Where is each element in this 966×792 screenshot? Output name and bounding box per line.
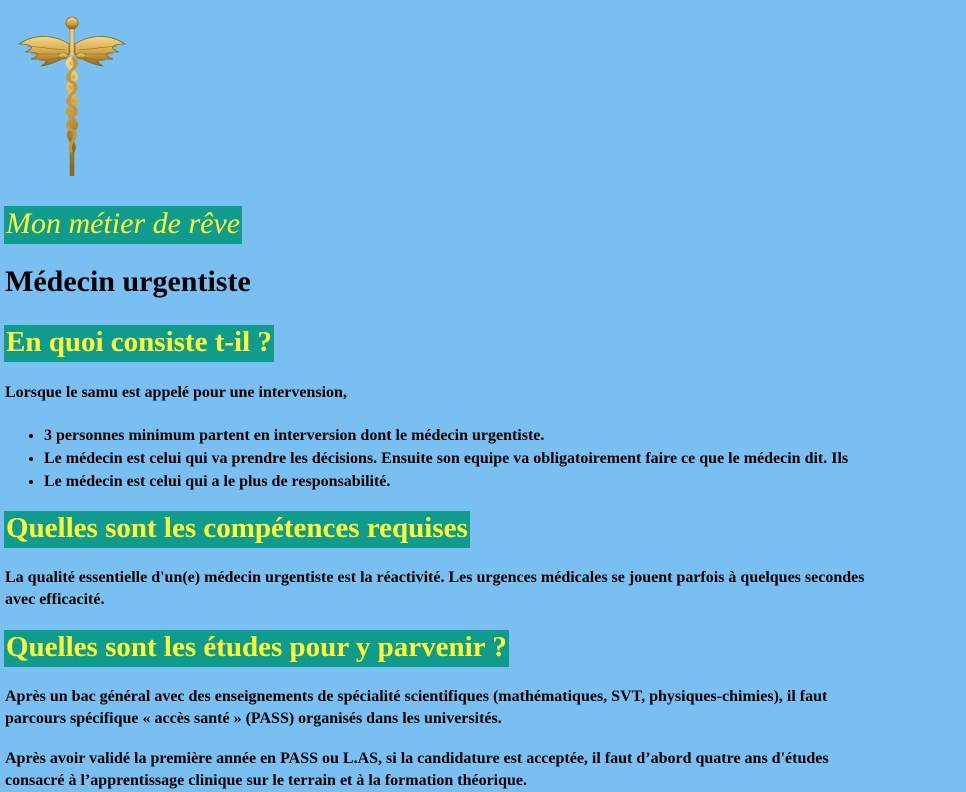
section-intro-text: Lorsque le samu est appelé pour une intervension,	[5, 384, 347, 401]
studies-text-line: parcours spécifique « accès santé » (PASS) organisés dans les universités.	[5, 710, 502, 727]
section-heading-skills: Quelles sont les compétences requises	[4, 511, 470, 548]
list-item: • 3 personnes minimum partent en interversion dont le médecin urgentiste.	[44, 424, 848, 447]
skills-text-line: avec efficacité.	[5, 591, 105, 608]
duties-list	[4, 424, 848, 493]
section-heading-studies: Quelles sont les études pour y parvenir ?	[4, 630, 509, 667]
list-item: • Le médecin est celui qui a le plus de responsabilité.	[44, 470, 848, 493]
studies-text-line: Après avoir validé la première année en PASS ou L.AS, si la candidature est acceptée, il faut d’abord quatre ans d'études	[5, 750, 829, 767]
page-title: Médecin urgentiste	[5, 265, 251, 298]
section-heading-role: En quoi consiste t-il ?	[4, 325, 274, 362]
intro-banner: Mon métier de rêve	[4, 206, 242, 244]
studies-text-line: consacré à l’apprentissage clinique sur le terrain et à la formation théorique.	[5, 772, 528, 789]
caduceus-icon	[17, 14, 127, 176]
list-item: • Le médecin est celui qui va prendre les décisions. Ensuite son equipe va obligatoirement faire ce que le médecin dit. Ils	[44, 447, 848, 470]
skills-text-line: La qualité essentielle d'un(e) médecin urgentiste est la réactivité. Les urgences médicales se jouent parfois à quelques secondes	[5, 569, 865, 586]
studies-text-line: Après un bac général avec des enseignements de spécialité scientifiques (mathématiques, SVT, physiques-chimies), il faut	[5, 688, 828, 705]
